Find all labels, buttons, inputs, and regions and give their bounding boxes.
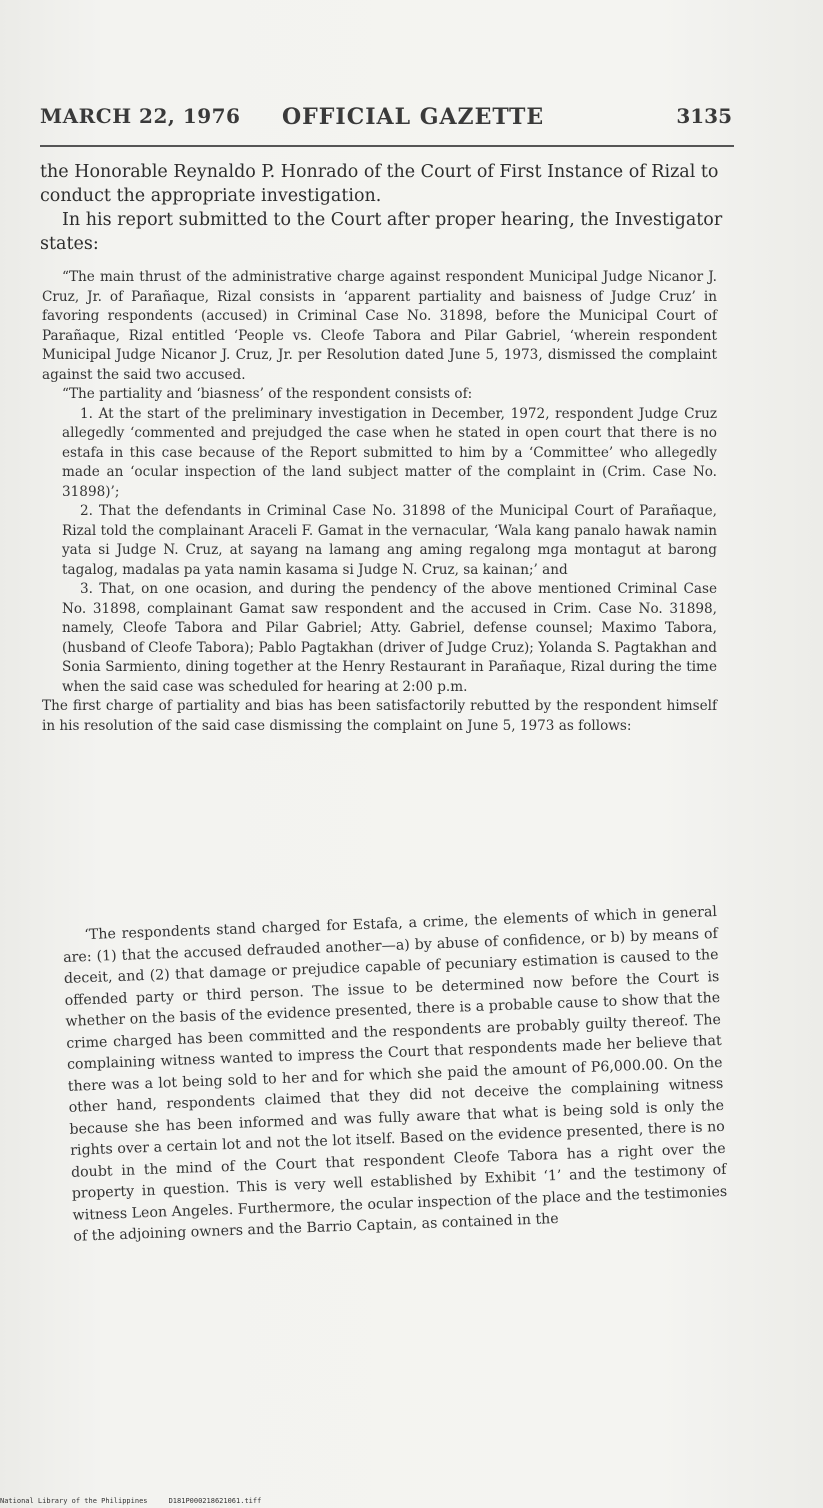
quote-paragraph-1: “The main thrust of the administrative charge against respondent Municipal Judge Nicanor J. Cruz, Jr. of Parañaque, Rizal consists in ‘apparent partiality and baisness of Judge Cruz’ in favoring respondents (accused) in Criminal Case No. 31898, before the Municipal Court of Parañaque, Rizal entitled ‘People vs. Cleofe Tabora and Pilar Gabriel, ‘wherein respondent Municipal Judge Nicanor J. Cruz, Jr. per Resolution dated June 5, 1973, dismissed the complaint against the said two accused. <box>42 269 717 383</box>
header-date: MARCH 22, 1976 <box>40 104 241 128</box>
quote-item-3: 3. That, on one ocasion, and during the pendency of the above mentioned Criminal Case No. 31898, complainant Gamat saw respondent and the accused in Crim. Case No. 31898, namely, Cleofe Tabora and Pilar Gabriel; Atty. Gabriel, defense counsel; Maximo Tabora, (husband of Cleofe Tabora); Pablo Pagtakhan (driver of Judge Cruz); Yolanda S. Pagtakhan and Sonia Sarmiento, dining together at the Henry Restaurant in Parañaque, Rizal during the time when the said case was scheduled for hearing at 2:00 p.m. <box>62 581 717 695</box>
header-page-number: 3135 <box>676 104 732 128</box>
scan-footer <box>0 1497 823 1505</box>
resolution-quote <box>62 902 728 1248</box>
header-rule <box>40 145 734 147</box>
quote-paragraph-2: “The partiality and ‘biasness’ of the respondent consists of: <box>62 386 473 402</box>
investigator-report-quote <box>42 268 717 736</box>
quote-item-1: 1. At the start of the preliminary investigation in December, 1972, respondent Judge Cruz allegedly ‘commented and prejudged the case when he stated in open court that there is no estafa in this case because of the Report submitted to him by a ‘Committee’ who allegedly made an ‘ocular inspection of the land subject matter of the complaint in (Crim. Case No. 31898)’; <box>62 405 717 500</box>
intro-text <box>40 160 730 256</box>
page-header <box>40 104 740 134</box>
intro-paragraph-1: the Honorable Reynaldo P. Honrado of the Court of First Instance of Rizal to conduct the appropriate investigation. <box>40 162 719 206</box>
footer-source: National Library of the Philippines <box>0 1497 148 1505</box>
intro-paragraph-2: In his report submitted to the Court after proper hearing, the Investigator states: <box>40 210 723 254</box>
header-publication: OFFICIAL GAZETTE <box>282 104 545 130</box>
resolution-paragraph: ‘The respondents stand charged for Estafa, a crime, the elements of which in general are: (1) that the accused defrauded another—a) by abuse of confidence, or b) by means of deceit, and (2) that damage or prejudice capable of pecuniary estimation is caused to the offended party or third person. The issue to be determined now before the Court is whether on the basis of the evidence presented, there is a probable cause to show that the crime charged has been committed and the respondents are probably guilty thereof. The complaining witness wanted to impress the Court that respondents made her believe that there was a lot being sold to her and for which she paid the amount of P6,000.00. On the other hand, respondents claimed that they did not deceive the complaining witness because she has been informed and was fully aware that what is being sold is only the rights over a certain lot and not the lot itself. Based on the evidence presented, there is no doubt in the mind of the Court that respondent Cleofe Tabora has a right over the property in question. This is very well established by Exhibit ‘1’ and the testimony of witness Leon Angeles. Furthermore, the ocular inspection of the place and the testimonies of the adjoining owners and the Barrio Captain, as contained in the <box>62 903 728 1245</box>
footer-file: D181P000218621061.tiff <box>168 1497 262 1505</box>
quote-paragraph-3: The first charge of partiality and bias has been satisfactorily rebutted by the respondent himself in his resolution of the said case dismissing the complaint on June 5, 1973 as follows: <box>42 698 717 734</box>
quote-item-2: 2. That the defendants in Criminal Case No. 31898 of the Municipal Court of Parañaque, Rizal told the complainant Araceli F. Gamat in the vernacular, ‘Wala kang panalo hawak namin yata si Judge N. Cruz, at sayang na lamang ang aming regalong mga montagut at barong tagalog, madalas pa yata namin kasama si Judge N. Cruz, sa kainan;’ and <box>62 503 717 578</box>
